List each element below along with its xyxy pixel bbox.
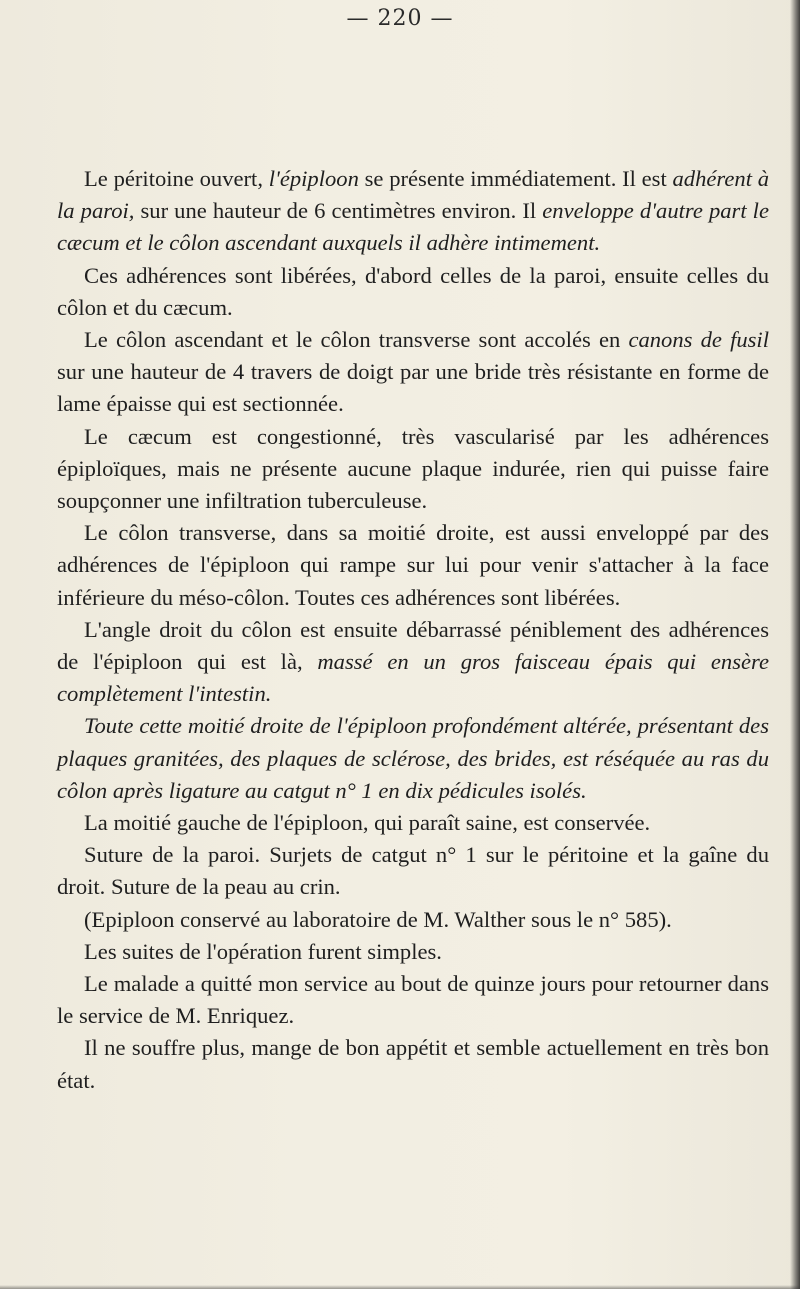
text-run-italic: enveloppe d'autre part le cæcum et le côlon ascendant auxquels il adhère intimement. <box>57 198 769 256</box>
paragraph <box>57 968 769 1032</box>
paragraph <box>57 807 769 839</box>
paragraph <box>57 1032 769 1096</box>
text-run: Il ne souffre plus, mange de bon appétit et semble actuellement en très bon état. <box>57 1035 769 1093</box>
text-run: Le côlon transverse, dans sa moitié droite, est aussi enveloppé par des adhérences de l'épiploon qui rampe sur lui pour venir s'attacher à la face inférieure du méso-côlon. Toutes ces adhérences sont libérées. <box>57 520 769 610</box>
paragraph <box>57 260 769 324</box>
text-run: (Epiploon conservé au laboratoire de M. Walther sous le n° 585). <box>84 906 672 932</box>
text-run: se présente immédiatement. Il est <box>358 166 673 191</box>
text-run: Ces adhérences sont libérées, d'abord celles de la paroi, ensuite celles du côlon et du cæcum. <box>57 262 769 320</box>
text-run-italic: l'épiploon <box>268 166 359 191</box>
text-run: La moitié gauche de l'épiploon, qui paraît saine, est conservée. <box>84 810 651 836</box>
paragraph <box>57 517 769 614</box>
paragraph <box>57 324 769 421</box>
paragraph <box>57 163 769 260</box>
paragraph <box>57 614 769 711</box>
text-run: Suture de la paroi. Surjets de catgut n° 1 sur le péritoine et la gaîne du droit. Suture de la peau au crin. <box>57 842 769 900</box>
body-text <box>57 163 769 1097</box>
paragraph <box>57 936 769 968</box>
page-number: — 220 — <box>346 6 454 31</box>
text-run-italic: canons de fusil <box>628 327 769 353</box>
text-run: Le cæcum est congestionné, très vascularisé par les adhérences épiploïques, mais ne présente aucune plaque indurée, rien qui puisse faire soupçonner une infiltration tuberculeuse. <box>57 423 769 514</box>
paragraph <box>57 839 769 903</box>
text-run: Le côlon ascendant et le côlon transverse sont accolés en <box>84 327 629 353</box>
text-run: Les suites de l'opération furent simples. <box>84 938 442 964</box>
text-run: sur une hauteur de 6 centimètres environ. Il <box>134 198 543 224</box>
text-run: Le péritoine ouvert, <box>84 166 269 191</box>
paragraph <box>57 904 769 936</box>
text-run: L'angle droit du côlon est ensuite débarrassé péniblement des adhérences de l'épiploon qui est là, <box>57 616 769 675</box>
text-run-italic: massé en un gros faisceau épais qui ensère complètement l'intestin. <box>57 649 769 707</box>
text-run: Le malade a quitté mon service au bout de quinze jours pour retourner dans le service de M. Enriquez. <box>57 971 769 1029</box>
text-run-italic: adhérent à la paroi, <box>57 166 770 224</box>
page-edge-shadow <box>790 0 800 1289</box>
paragraph <box>57 710 769 807</box>
page-bottom-shadow <box>0 1285 800 1289</box>
text-run: sur une hauteur de 4 travers de doigt par une bride très résistante en forme de lame épaisse qui est sectionnée. <box>57 359 769 417</box>
paragraph <box>57 421 769 518</box>
text-run-italic: Toute cette moitié droite de l'épiploon profondément altérée, présentant des plaques granitées, des plaques de sclérose, des brides, est réséquée au ras du côlon après ligature au catgut n° 1 en dix pédicules isolés. <box>57 713 769 803</box>
